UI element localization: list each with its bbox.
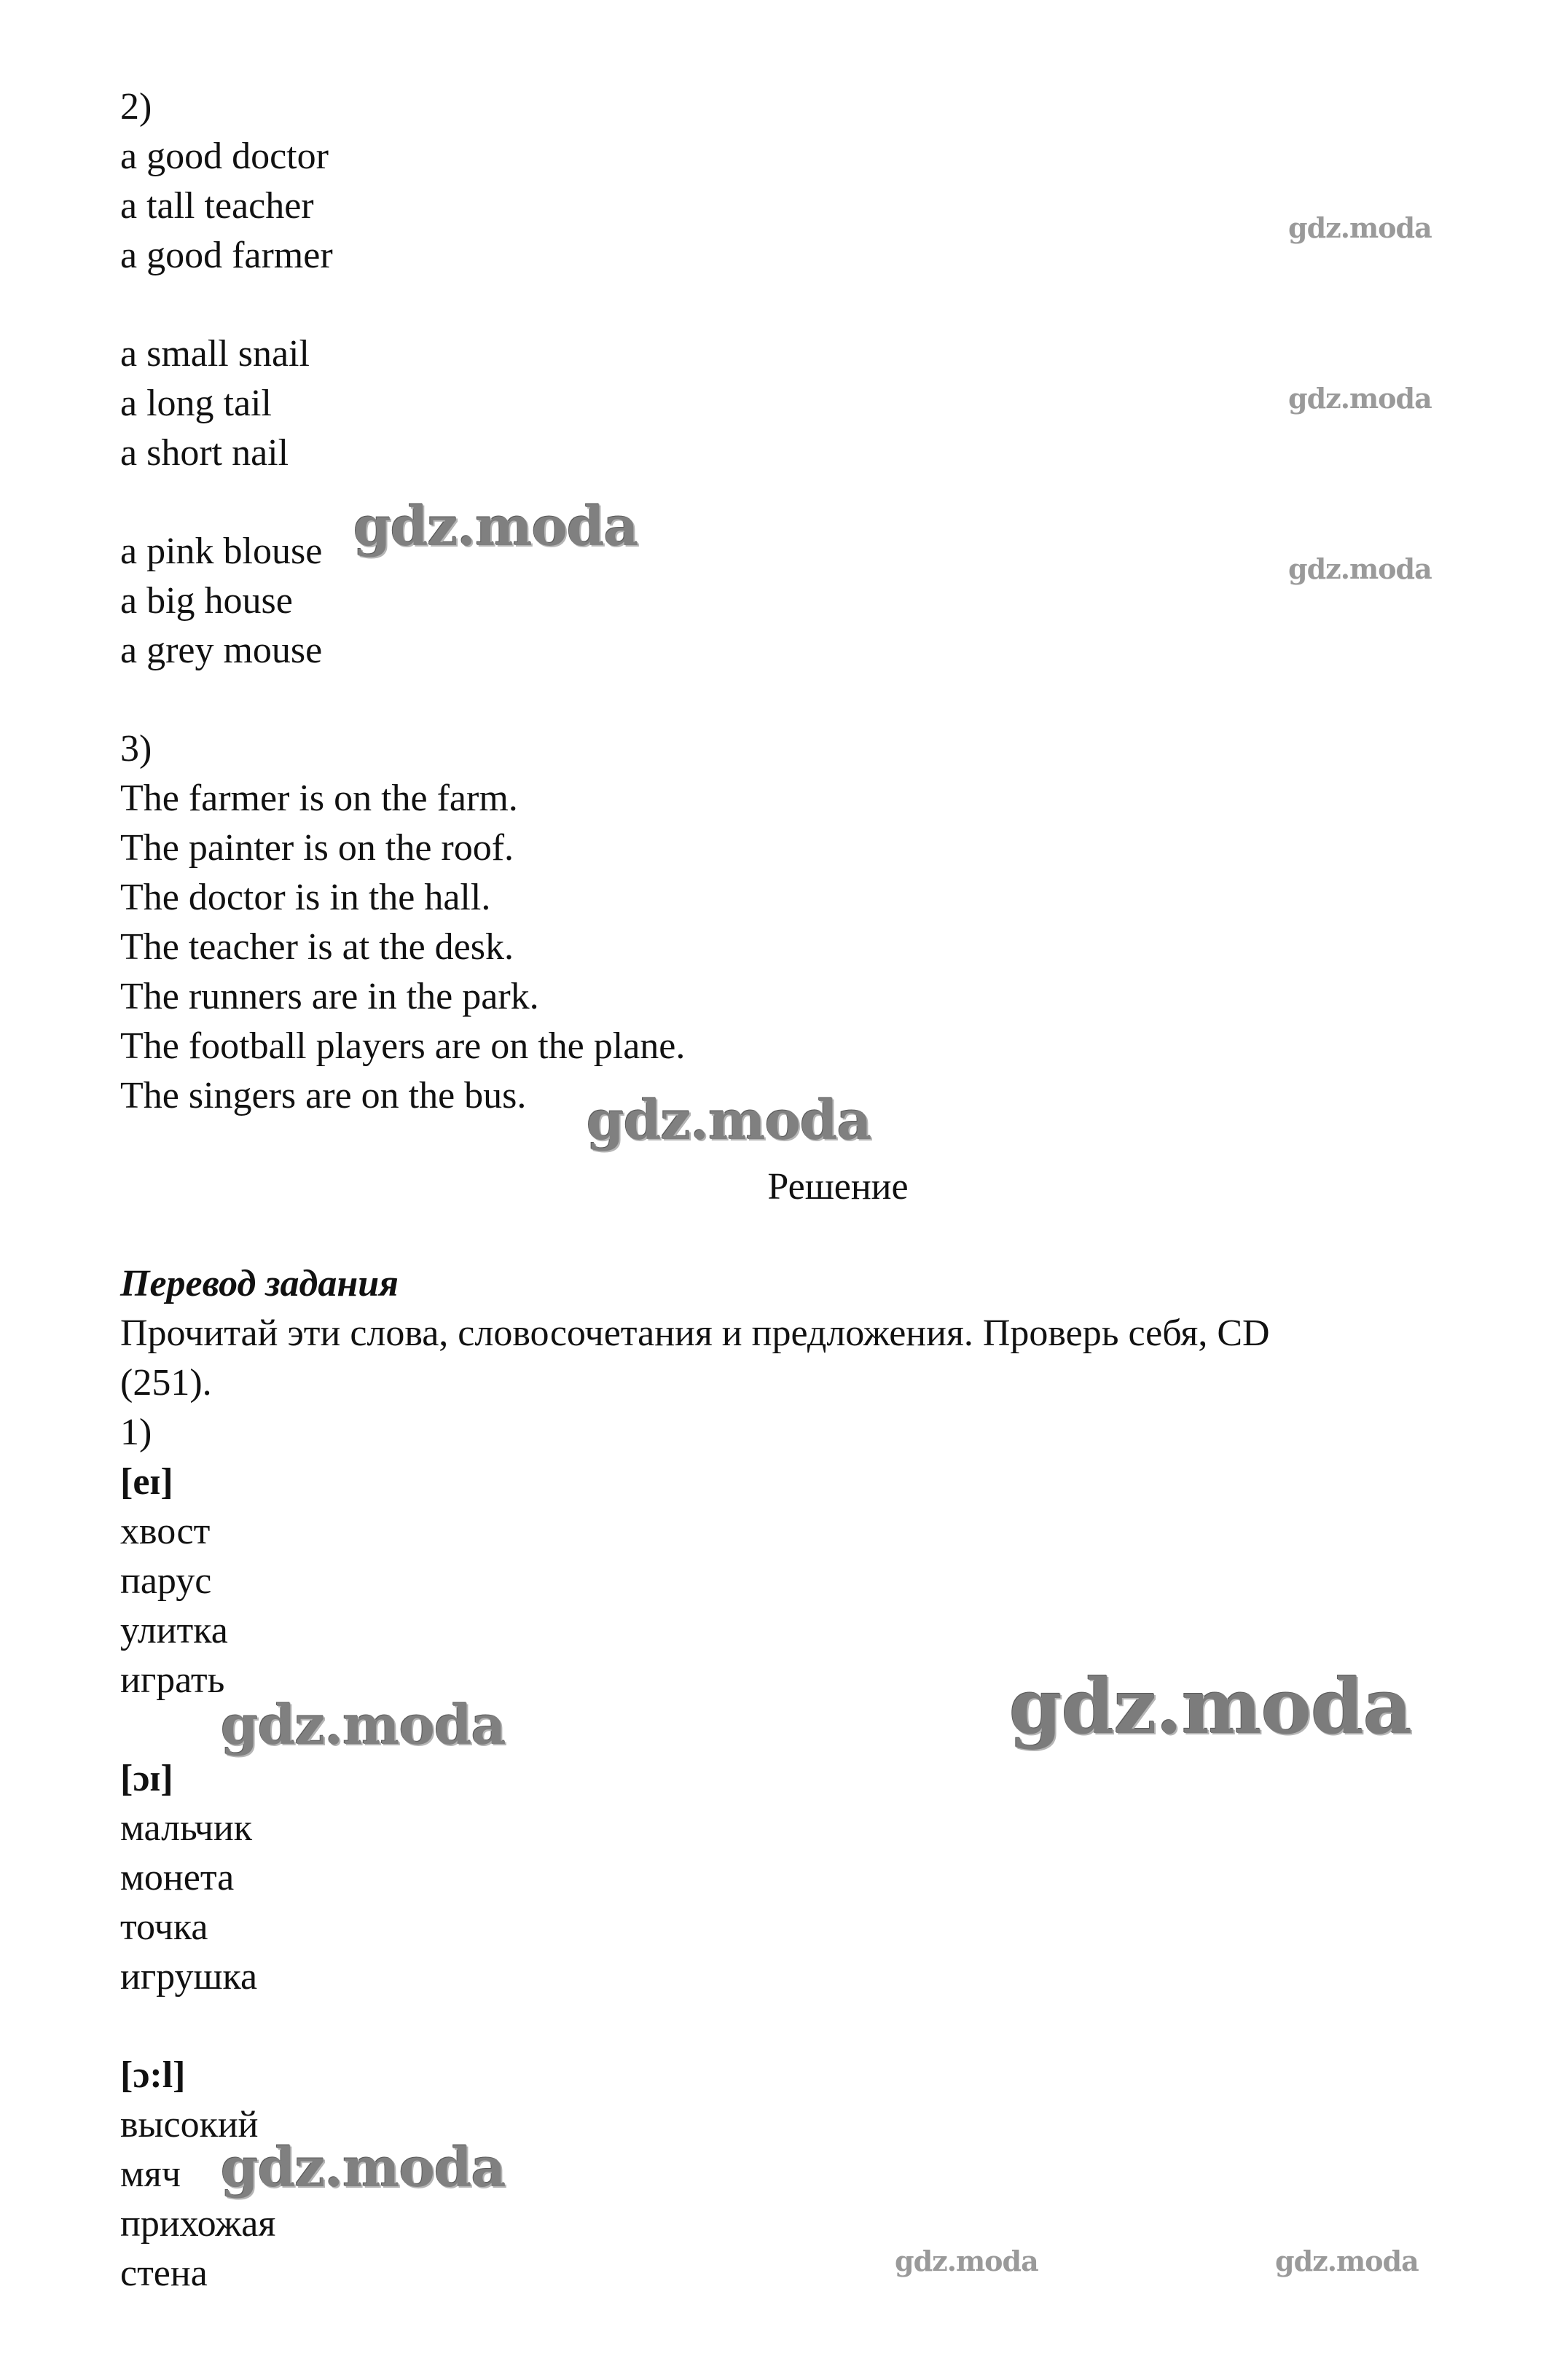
phrase: a tall teacher [120, 185, 314, 227]
watermark: gdz.moda [221, 1694, 506, 1757]
watermark: gdz.moda [221, 2137, 506, 2199]
word: мяч [120, 2153, 181, 2195]
word: парус [120, 1560, 212, 1602]
phrase: a good farmer [120, 235, 333, 276]
part1-label: 1) [120, 1412, 152, 1453]
word: мальчик [120, 1807, 253, 1849]
sentence: The painter is on the roof. [120, 827, 514, 869]
word: монета [120, 1857, 235, 1898]
watermark: gdz.moda [353, 496, 638, 558]
translation-instruction: (251). [120, 1362, 212, 1404]
phrase: a long tail [120, 383, 272, 424]
phrase: a pink blouse [120, 531, 323, 572]
sentence: The farmer is on the farm. [120, 778, 518, 819]
word: высокий [120, 2104, 259, 2145]
part3-label: 3) [120, 728, 152, 770]
watermark: gdz.moda [1288, 382, 1432, 415]
sentence: The doctor is in the hall. [120, 877, 491, 918]
sound-symbol: [ɔ:l] [120, 2054, 186, 2096]
part2-label: 2) [120, 86, 152, 128]
word: точка [120, 1906, 208, 1948]
phrase: a small snail [120, 333, 310, 375]
translation-heading: Перевод задания [120, 1263, 399, 1304]
phrase: a good doctor [120, 136, 329, 177]
phrase: a short nail [120, 432, 289, 474]
sound-symbol: [ɔɪ] [120, 1758, 173, 1799]
solution-heading: Решение [767, 1166, 909, 1208]
word: игрушка [120, 1956, 258, 1998]
word: стена [120, 2253, 208, 2294]
translation-instruction: Прочитай эти слова, словосочетания и предложения. Проверь себя, CD [120, 1312, 1270, 1354]
sentence: The teacher is at the desk. [120, 926, 514, 968]
watermark: gdz.moda [1288, 552, 1432, 585]
word: хвост [120, 1511, 211, 1552]
sound-symbol: [eɪ] [120, 1461, 173, 1503]
phrase: a big house [120, 580, 293, 622]
word: играть [120, 1659, 225, 1701]
watermark: gdz.moda [895, 2245, 1038, 2277]
watermark: gdz.moda [1275, 2245, 1419, 2277]
watermark: gdz.moda [587, 1089, 871, 1152]
word: улитка [120, 1610, 228, 1651]
watermark: gdz.moda [1288, 211, 1432, 244]
word: прихожая [120, 2203, 276, 2245]
sentence: The singers are on the bus. [120, 1075, 527, 1116]
watermark: gdz.moda [1009, 1662, 1412, 1751]
phrase: a grey mouse [120, 630, 323, 671]
sentence: The football players are on the plane. [120, 1025, 686, 1067]
sentence: The runners are in the park. [120, 976, 539, 1017]
